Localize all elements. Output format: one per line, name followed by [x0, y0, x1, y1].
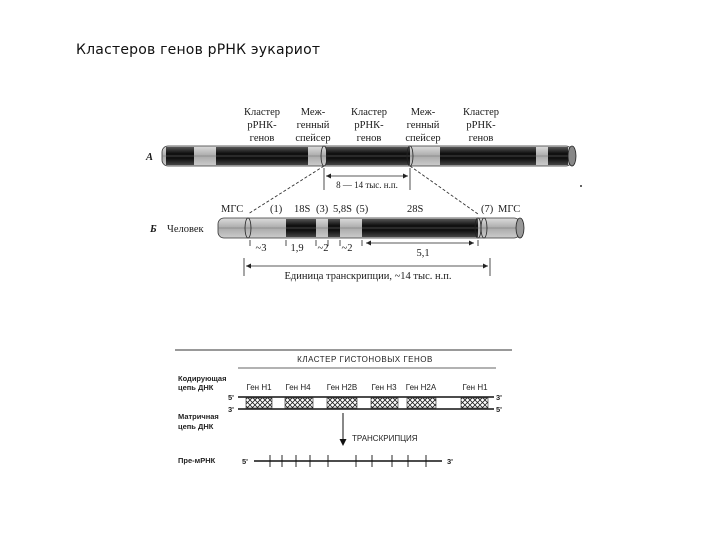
slide-title: Кластеров генов рРНК эукариот [76, 42, 321, 58]
svg-text:генов: генов [356, 133, 382, 144]
pre-mrna-strand [254, 455, 442, 467]
diagram-a-label-1 [244, 107, 280, 144]
size-its2: ~2 [341, 243, 353, 254]
diagram-b-dna [218, 218, 524, 238]
diagram-a-span [324, 168, 410, 190]
gene-h2a: Ген H2A [405, 383, 437, 392]
pre-mrna-label: Пре-мРНК [178, 456, 216, 465]
diagram-a-label-2 [295, 107, 330, 144]
histone-dna [238, 397, 494, 409]
unit-18s-label: 18S [294, 204, 311, 215]
gene-box-h2a [407, 398, 436, 408]
gene-h4: Ген H4 [285, 383, 311, 392]
svg-text:Меж-: Меж- [410, 107, 436, 118]
end-3-top: 3' [496, 393, 502, 402]
template-strand-label-2: цепь ДНК [178, 422, 214, 431]
svg-text:рРНК-: рРНК- [247, 120, 277, 131]
diagram-a-label-5 [463, 107, 499, 144]
gene-box-h4 [285, 398, 313, 408]
unit-28s-label: 28S [407, 204, 424, 215]
histone-title: КЛАСТЕР ГИСТОНОВЫХ ГЕНОВ [297, 355, 433, 364]
diagram-a-letter: А [146, 152, 154, 163]
mgs-left-label: МГС [221, 204, 244, 215]
template-strand-label-1: Матричная [178, 412, 219, 421]
svg-text:генный: генный [296, 120, 330, 131]
svg-text:Кластер: Кластер [462, 107, 500, 118]
svg-text:спейсер: спейсер [405, 133, 441, 144]
diagram-a-label-3 [351, 107, 387, 144]
gene-box-h2b [327, 398, 357, 408]
unit-3-label: (3) [316, 204, 329, 215]
transcription-label: ТРАНСКРИПЦИЯ [352, 434, 418, 443]
diagram-a-dna [162, 146, 576, 166]
transcription-arrow [340, 413, 418, 446]
size-28s: 5,1 [416, 248, 430, 259]
transcription-unit [244, 258, 490, 282]
diagram-b-sizes [250, 240, 478, 259]
transcription-unit-label: Единица транскрипции, ~14 тыс. н.п. [284, 271, 452, 282]
unit-7-label: (7) [481, 204, 494, 215]
svg-text:Кластер: Кластер [350, 107, 388, 118]
histone-cluster [175, 350, 512, 467]
size-its1: ~2 [317, 243, 329, 254]
end-3-bottom: 3' [228, 405, 234, 414]
diagram-b [149, 204, 524, 282]
diagram-a-span-label: 8 — 14 тыс. н.п. [336, 180, 398, 190]
gene-h1-b: Ген H1 [462, 383, 488, 392]
coding-strand-label-2: цепь ДНК [178, 383, 214, 392]
size-18s: 1,9 [290, 243, 304, 254]
gene-box-h1-a [246, 398, 272, 408]
diagram-a [145, 107, 576, 214]
svg-text:генов: генов [249, 133, 275, 144]
gene-box-h3 [371, 398, 398, 408]
gene-h2b: Ген H2B [326, 383, 358, 392]
svg-text:генный: генный [406, 120, 440, 131]
unit-5-label: (5) [356, 204, 369, 215]
svg-text:генов: генов [468, 133, 494, 144]
svg-text:спейсер: спейсер [295, 133, 331, 144]
diagram-b-letter: Б [150, 224, 157, 235]
diagram-a-label-4 [405, 107, 440, 144]
end-5-bottom: 5' [496, 405, 502, 414]
gene-box-h1-b [461, 398, 488, 408]
stray-dot [580, 185, 582, 187]
svg-text:Кластер: Кластер [243, 107, 281, 118]
svg-text:рРНК-: рРНК- [466, 120, 496, 131]
end-5-top: 5' [228, 393, 234, 402]
gene-h3: Ген H3 [371, 383, 397, 392]
svg-text:Меж-: Меж- [300, 107, 326, 118]
pre-mrna-3: 3' [447, 457, 453, 466]
gene-h1-a: Ген H1 [246, 383, 272, 392]
pre-mrna-5: 5' [242, 457, 248, 466]
mgs-right-label: МГС [498, 204, 521, 215]
size-mgs: ~3 [255, 243, 267, 254]
coding-strand-label-1: Кодирующая [178, 374, 227, 383]
unit-58s-label: 5,8S [333, 204, 352, 215]
unit-1-label: (1) [270, 204, 283, 215]
zoom-line-left [248, 166, 324, 214]
diagram-b-organism: Человек [167, 224, 204, 235]
svg-text:рРНК-: рРНК- [354, 120, 384, 131]
